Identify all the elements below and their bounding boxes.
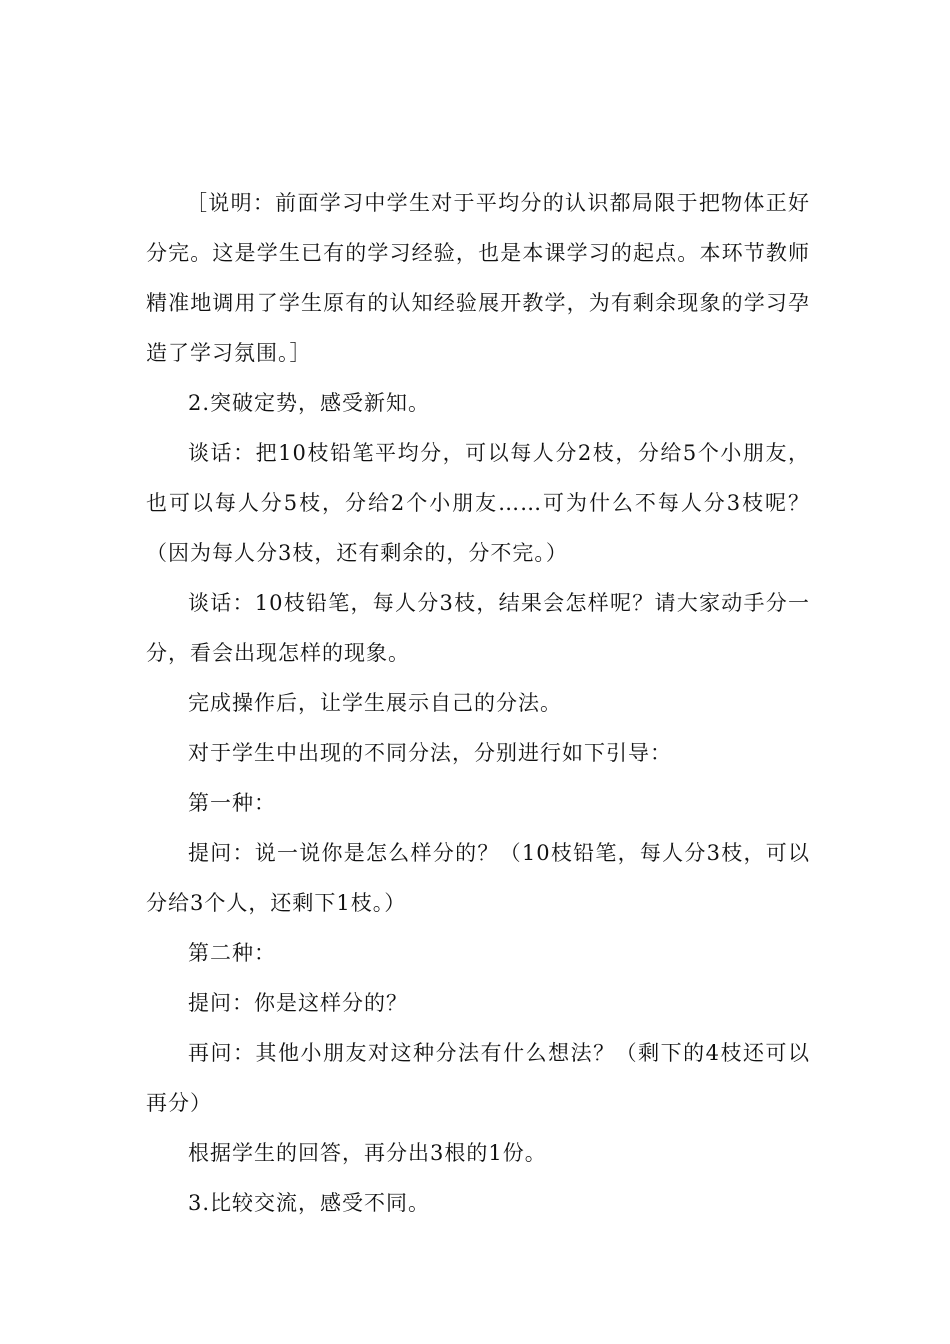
paragraph-note: ［说明：前面学习中学生对于平均分的认识都局限于把物体正好分完。这是学生已有的学习经验，也是本课学习的起点。本环节教师精准地调用了学生原有的认知经验展开教学，为有剩余现象的学习孕造了学习氛围。］ — [146, 191, 810, 365]
paragraph-talk-1: 谈话：把10枝铅笔平均分，可以每人分2枝，分给5个小朋友，也可以每人分5枝，分给2个小朋友……可为什么不每人分3枝呢？（因为每人分3枝，还有剩余的，分不完。） — [146, 441, 810, 565]
document-body — [146, 178, 810, 1228]
paragraph-question-2: 提问：你是这样分的？ — [188, 991, 408, 1015]
paragraph-after-operation: 完成操作后，让学生展示自己的分法。 — [188, 691, 562, 715]
paragraph-guidance-intro: 对于学生中出现的不同分法，分别进行如下引导： — [188, 741, 672, 765]
paragraph-student-answer: 根据学生的回答，再分出3根的1份。 — [188, 1141, 547, 1165]
paragraph-method-1-label: 第一种： — [188, 791, 276, 815]
paragraph-talk-2: 谈话：10枝铅笔，每人分3枝，结果会怎样呢？请大家动手分一分，看会出现怎样的现象。 — [146, 591, 810, 665]
paragraph-question-1: 提问：说一说你是怎么样分的？（10枝铅笔，每人分3枝，可以分给3个人，还剩下1枝。） — [146, 841, 810, 915]
paragraph-section-2-heading: 2.突破定势，感受新知。 — [188, 391, 431, 415]
paragraph-section-3-heading: 3.比较交流，感受不同。 — [188, 1191, 431, 1215]
paragraph-question-3: 再问：其他小朋友对这种分法有什么想法？（剩下的4枝还可以再分） — [146, 1041, 810, 1115]
paragraph-method-2-label: 第二种： — [188, 941, 276, 965]
